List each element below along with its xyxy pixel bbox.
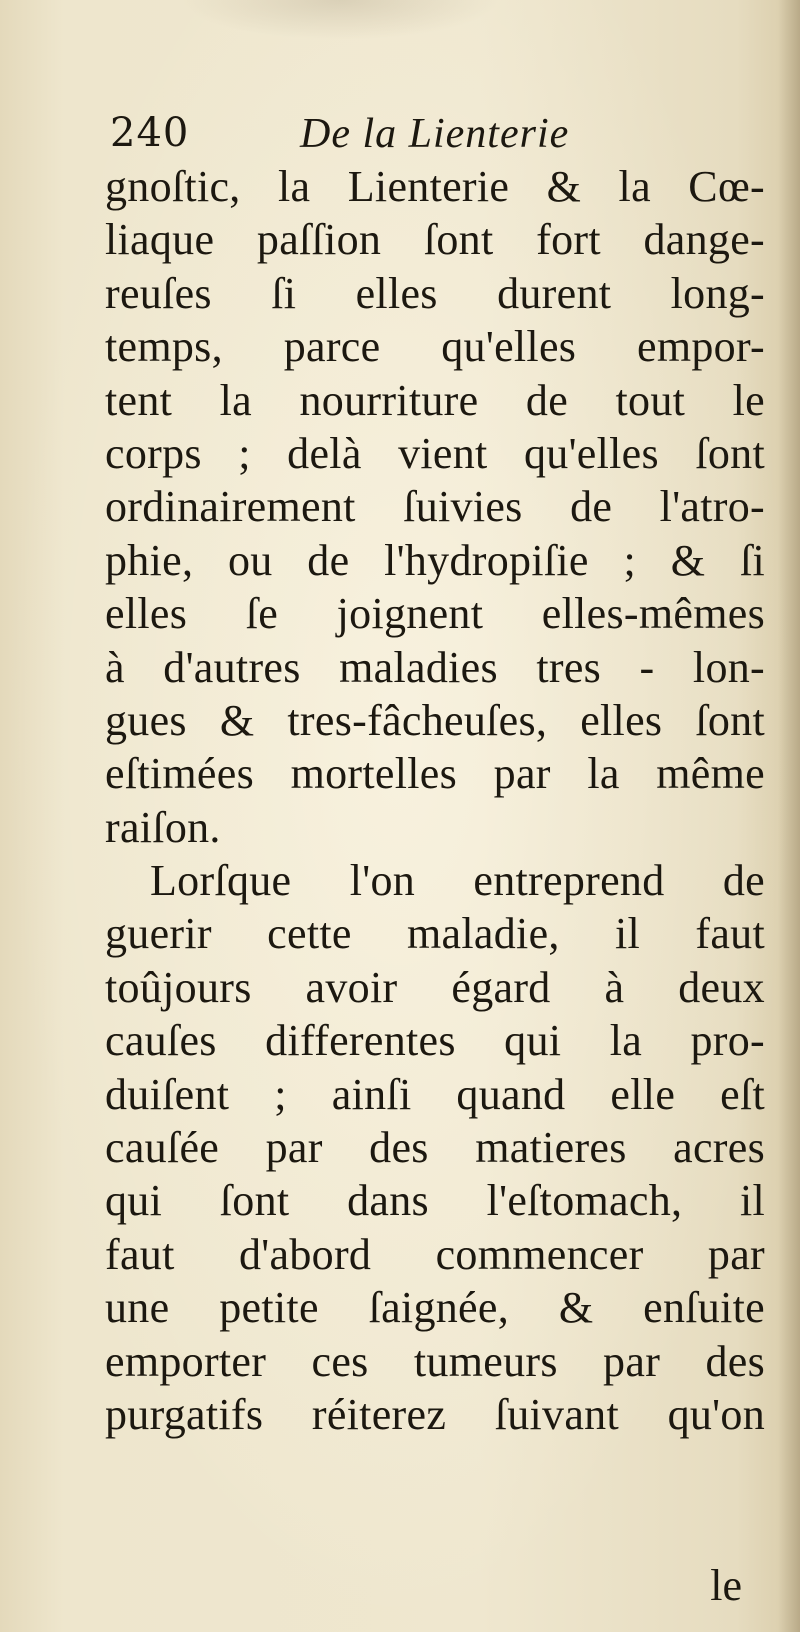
text-line: corps ; delà vient qu'elles ſont (105, 428, 765, 478)
text-line: purgatifs réiterez ſuivant qu'on (105, 1389, 765, 1439)
page-header (110, 110, 710, 160)
text-line: gues & tres-fâcheuſes, elles ſont (105, 695, 765, 745)
running-head: De la Lienterie (300, 111, 570, 157)
paragraph-first-line: Lorſque l'on entreprend de (150, 856, 765, 906)
text-line: reuſes ſi elles durent long- (105, 268, 765, 318)
catchword: le (710, 1561, 742, 1610)
text-line: gnoſtic, la Lienterie & la Cœ- (105, 162, 765, 211)
page-number: 240 (110, 110, 190, 156)
text-line: tent la nourriture de tout le (105, 375, 765, 425)
text-line: phie, ou de l'hydropiſie ; & ſi (105, 535, 765, 585)
text-line: qui ſont dans l'eſtomach, il (105, 1176, 765, 1226)
text-line: ordinairement ſuivies de l'atro- (105, 482, 765, 532)
text-line: à d'autres maladies tres - lon- (105, 642, 765, 692)
page-stain (180, 0, 500, 40)
text-line: cauſes differentes qui la pro- (105, 1016, 765, 1066)
text-line: eſtimées mortelles par la même (105, 749, 765, 799)
text-line: elles ſe joignent elles-mêmes (105, 589, 765, 639)
text-line: liaque paſſion ſont fort dange- (105, 215, 765, 265)
text-line: raiſon. (105, 802, 221, 852)
text-line: cauſée par des matieres acres (105, 1123, 765, 1173)
body-text (105, 160, 765, 1441)
page-edge-shadow (778, 0, 800, 1632)
text-line: une petite ſaignée, & enſuite (105, 1283, 765, 1333)
text-line: faut d'abord commencer par (105, 1229, 765, 1279)
text-line: toûjours avoir égard à deux (105, 962, 765, 1012)
text-line: guerir cette maladie, il faut (105, 909, 765, 959)
text-line: emporter ces tumeurs par des (105, 1336, 765, 1386)
text-line: duiſent ; ainſi quand elle eſt (105, 1069, 765, 1119)
text-line: temps, parce qu'elles empor- (105, 322, 765, 372)
